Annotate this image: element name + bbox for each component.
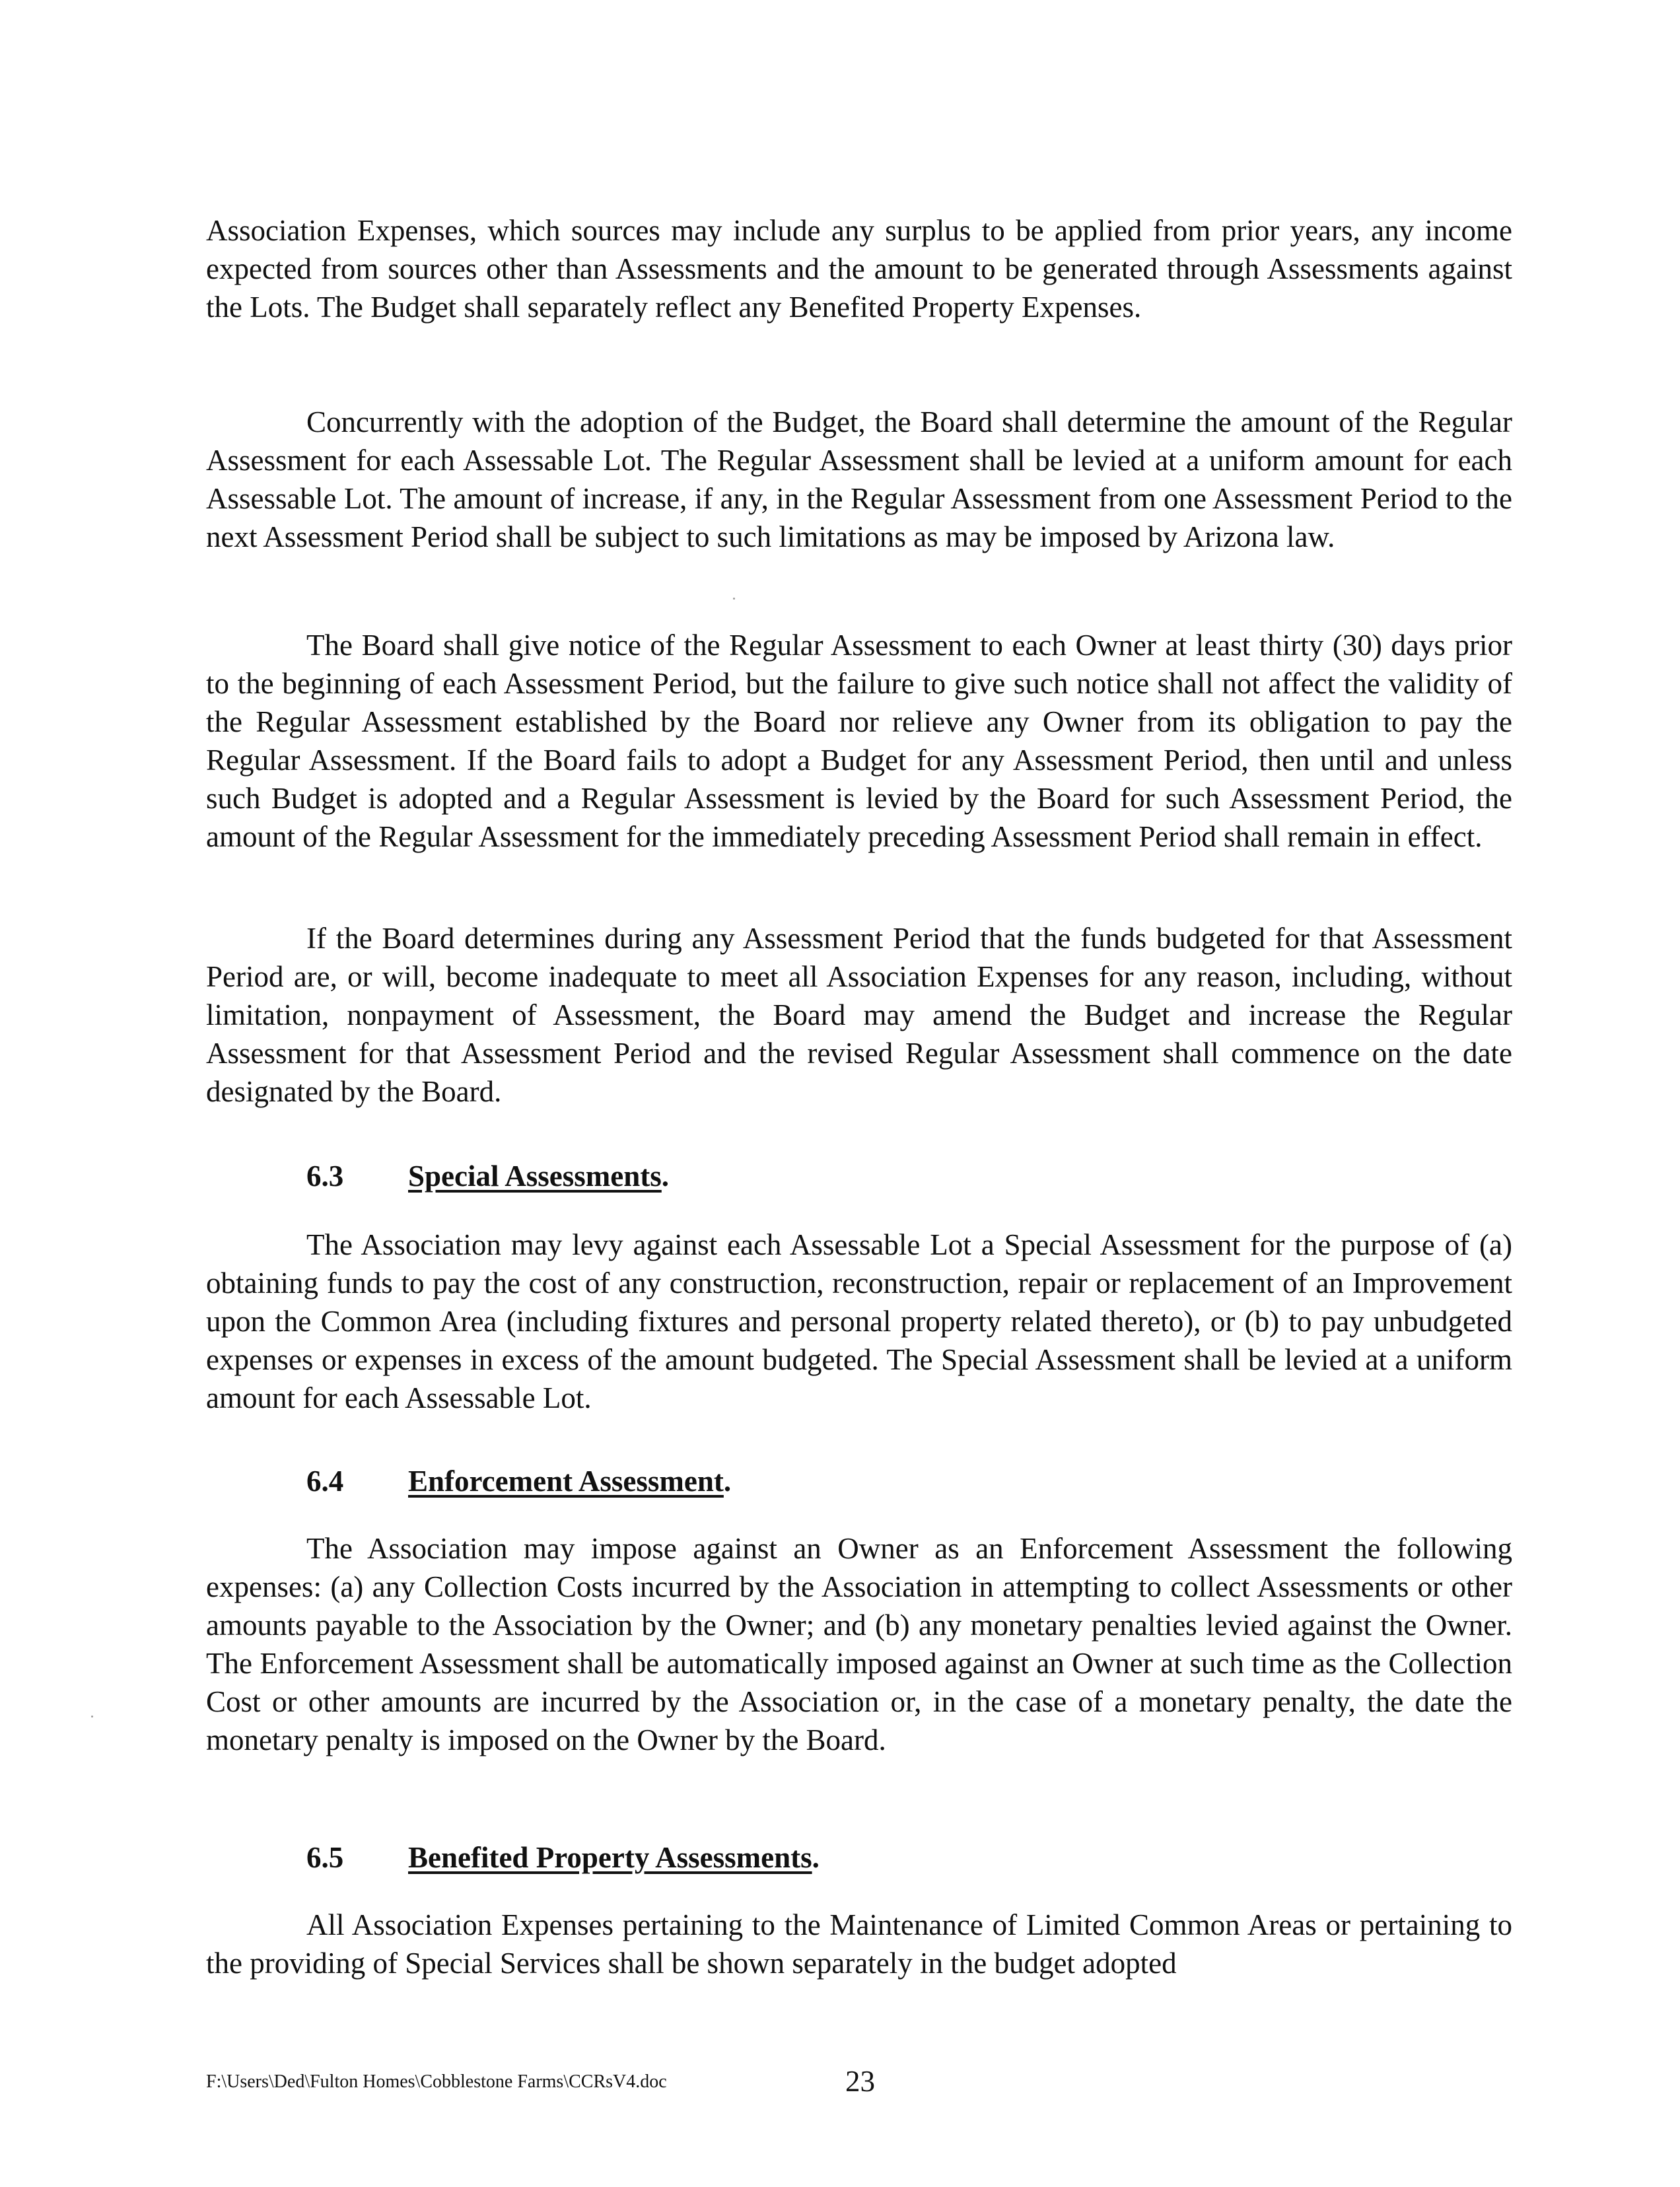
section-heading-6-3 xyxy=(306,1157,669,1195)
page-number: 23 xyxy=(845,2065,875,2098)
paragraph-enforcement-assessment: The Association may impose against an Owner as an Enforcement Assessment the following expenses: (a) any Collection Costs incurred by the Association in attempting to collect Assessments or other amounts payable to the Association by the Owner; and (b) any monetary penalties levied against the Owner. The Enforcement Assessment shall be automatically imposed against an Owner at such time as the Collection Cost or other amounts are incurred by the Association or, in the case of a monetary penalty, the date the monetary penalty is imposed on the Owner by the Board. xyxy=(206,1532,1512,1756)
section-number: 6.3 xyxy=(306,1160,344,1193)
scan-speck xyxy=(733,598,735,600)
section-heading-6-4 xyxy=(306,1462,731,1500)
section-title-period: . xyxy=(723,1465,732,1498)
section-title: Enforcement Assessment xyxy=(408,1465,724,1498)
paragraph-benefited-property: All Association Expenses pertaining to the Maintenance of Limited Common Areas or pertaining to the providing of Special Services shall be shown separately in the budget adopted xyxy=(206,1908,1512,1980)
section-title: Benefited Property Assessments xyxy=(408,1841,812,1874)
paragraph-notice-of-assessment: The Board shall give notice of the Regular Assessment to each Owner at least thirty (30) days prior to the beginning of each Assessment Period, but the failure to give such notice shall not affect the validity of the Regular Assessment established by the Board nor relieve any Owner from its obligation to pay the Regular Assessment. If the Board fails to adopt a Budget for any Assessment Period, then until and unless such Budget is adopted and a Regular Assessment is levied by the Board for such Assessment Period, the amount of the Regular Assessment for the immediately preceding Assessment Period shall remain in effect. xyxy=(206,629,1512,853)
section-heading-6-5 xyxy=(306,1838,820,1877)
paragraph-budget-sources: Association Expenses, which sources may include any surplus to be applied from prior years, any income expected from sources other than Assessments and the amount to be generated through Assessments against the Lots. The Budget shall separately reflect any Benefited Property Expenses. xyxy=(206,214,1512,324)
scan-speck xyxy=(91,1716,93,1718)
paragraph-special-assessment: The Association may levy against each Assessable Lot a Special Assessment for the purpose of (a) obtaining funds to pay the cost of any construction, reconstruction, repair or replacement of an Improvement upon the Common Area (including fixtures and personal property related thereto), or (b) to pay unbudgeted expenses or expenses in excess of the amount budgeted. The Special Assessment shall be levied at a uniform amount for each Assessable Lot. xyxy=(206,1228,1512,1414)
section-number: 6.5 xyxy=(306,1841,344,1874)
paragraph-inadequate-funds: If the Board determines during any Assessment Period that the funds budgeted for that Assessment Period are, or will, become inadequate to meet all Association Expenses for any reason, including, without limitation, nonpayment of Assessment, the Board may amend the Budget and increase the Regular Assessment for that Assessment Period and the revised Regular Assessment shall commence on the date designated by the Board. xyxy=(206,922,1512,1108)
section-title-period: . xyxy=(661,1160,670,1193)
paragraph-regular-assessment: Concurrently with the adoption of the Budget, the Board shall determine the amount of the Regular Assessment for each Assessable Lot. The Regular Assessment shall be levied at a uniform amount for each Assessable Lot. The amount of increase, if any, in the Regular Assessment from one Assessment Period to the next Assessment Period shall be subject to such limitations as may be imposed by Arizona law. xyxy=(206,405,1512,553)
footer-file-path: F:\Users\Ded\Fulton Homes\Cobblestone Farms\CCRsV4.doc xyxy=(206,2071,667,2092)
section-title: Special Assessments xyxy=(408,1160,662,1193)
section-title-period: . xyxy=(812,1841,820,1874)
section-number: 6.4 xyxy=(306,1465,344,1498)
